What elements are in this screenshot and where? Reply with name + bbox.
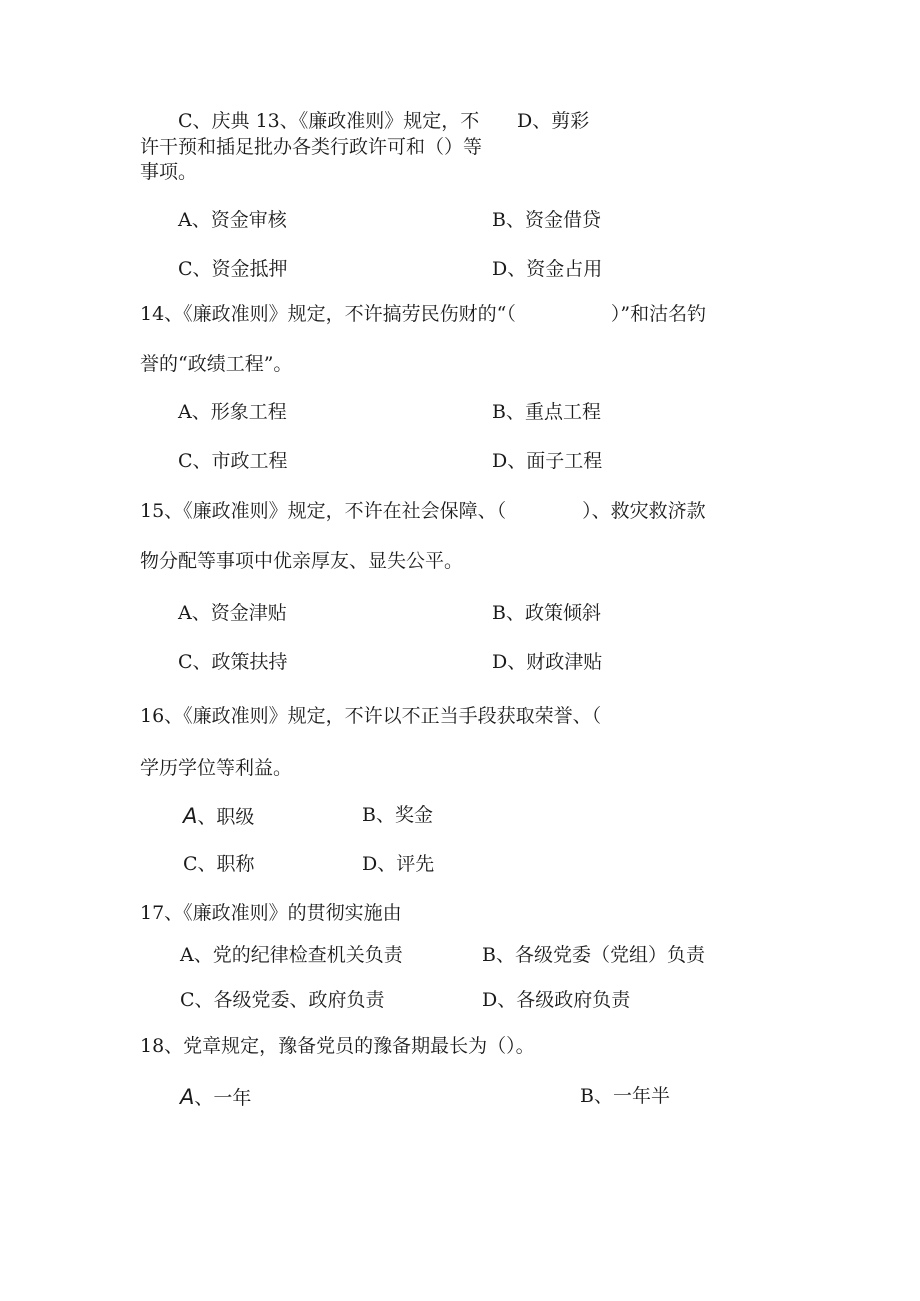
q13-line-2: 许干预和插足批办各类行政许可和（）等 bbox=[140, 136, 483, 158]
q14-option-d: D、面子工程 bbox=[492, 450, 603, 472]
q17-option-d: D、各级政府负责 bbox=[482, 989, 631, 1011]
q13-line-1: C、庆典 13、《廉政准则》规定，不 bbox=[178, 110, 480, 132]
q15-option-b: B、政策倾斜 bbox=[492, 602, 601, 624]
q17-option-b: B、各级党委（党组）负责 bbox=[482, 944, 705, 966]
q16-option-b: B、奖金 bbox=[362, 804, 433, 826]
q18-line-1: 18、党章规定，豫备党员的豫备期最长为（）。 bbox=[140, 1035, 535, 1057]
q14-option-b: B、重点工程 bbox=[492, 401, 601, 423]
q14-option-c: C、市政工程 bbox=[178, 450, 288, 472]
q18-option-a-text: 、一年 bbox=[194, 1087, 252, 1109]
q17-option-a: A、党的纪律检查机关负责 bbox=[180, 944, 403, 966]
q14-line-1: 14、《廉政准则》规定，不许搞劳民伤财的“（ ）”和沽名钓 bbox=[140, 303, 707, 325]
q13-line-3: 事项。 bbox=[140, 161, 198, 183]
q16-option-c: C、职称 bbox=[183, 853, 255, 875]
q16-line-1: 16、《廉政准则》规定，不许以不正当手段获取荣誉、（ bbox=[140, 705, 602, 727]
q18-option-a-letter: A bbox=[180, 1085, 195, 1109]
q12-option-d: D、剪彩 bbox=[517, 110, 590, 132]
q15-option-a: A、资金津贴 bbox=[178, 602, 287, 624]
q13-option-a: A、资金审核 bbox=[178, 209, 287, 231]
q16-option-d: D、评先 bbox=[362, 853, 435, 875]
q13-option-b: B、资金借贷 bbox=[492, 209, 601, 231]
q13-option-c: C、资金抵押 bbox=[178, 258, 288, 280]
q15-option-c: C、政策扶持 bbox=[178, 651, 288, 673]
q15-option-d: D、财政津贴 bbox=[492, 651, 603, 673]
q18-option-a bbox=[180, 1087, 251, 1108]
q16-line-2: 学历学位等利益。 bbox=[140, 757, 293, 779]
q16-option-a bbox=[183, 806, 254, 827]
q13-option-d: D、资金占用 bbox=[492, 258, 603, 280]
q14-option-a: A、形象工程 bbox=[178, 401, 287, 423]
q17-option-c: C、各级党委、政府负责 bbox=[180, 989, 385, 1011]
q18-option-b: B、一年半 bbox=[580, 1085, 670, 1107]
q16-option-a-text: 、职级 bbox=[197, 806, 255, 828]
q15-line-2: 物分配等事项中优亲厚友、显失公平。 bbox=[140, 550, 464, 572]
q17-line-1: 17、《廉政准则》的贯彻实施由 bbox=[140, 902, 402, 924]
q16-option-a-letter: A bbox=[183, 804, 198, 828]
q15-line-1: 15、《廉政准则》规定，不许在社会保障、（ ）、救灾救济款 bbox=[140, 500, 706, 522]
q14-line-2: 誉的“政绩工程”。 bbox=[140, 353, 293, 375]
